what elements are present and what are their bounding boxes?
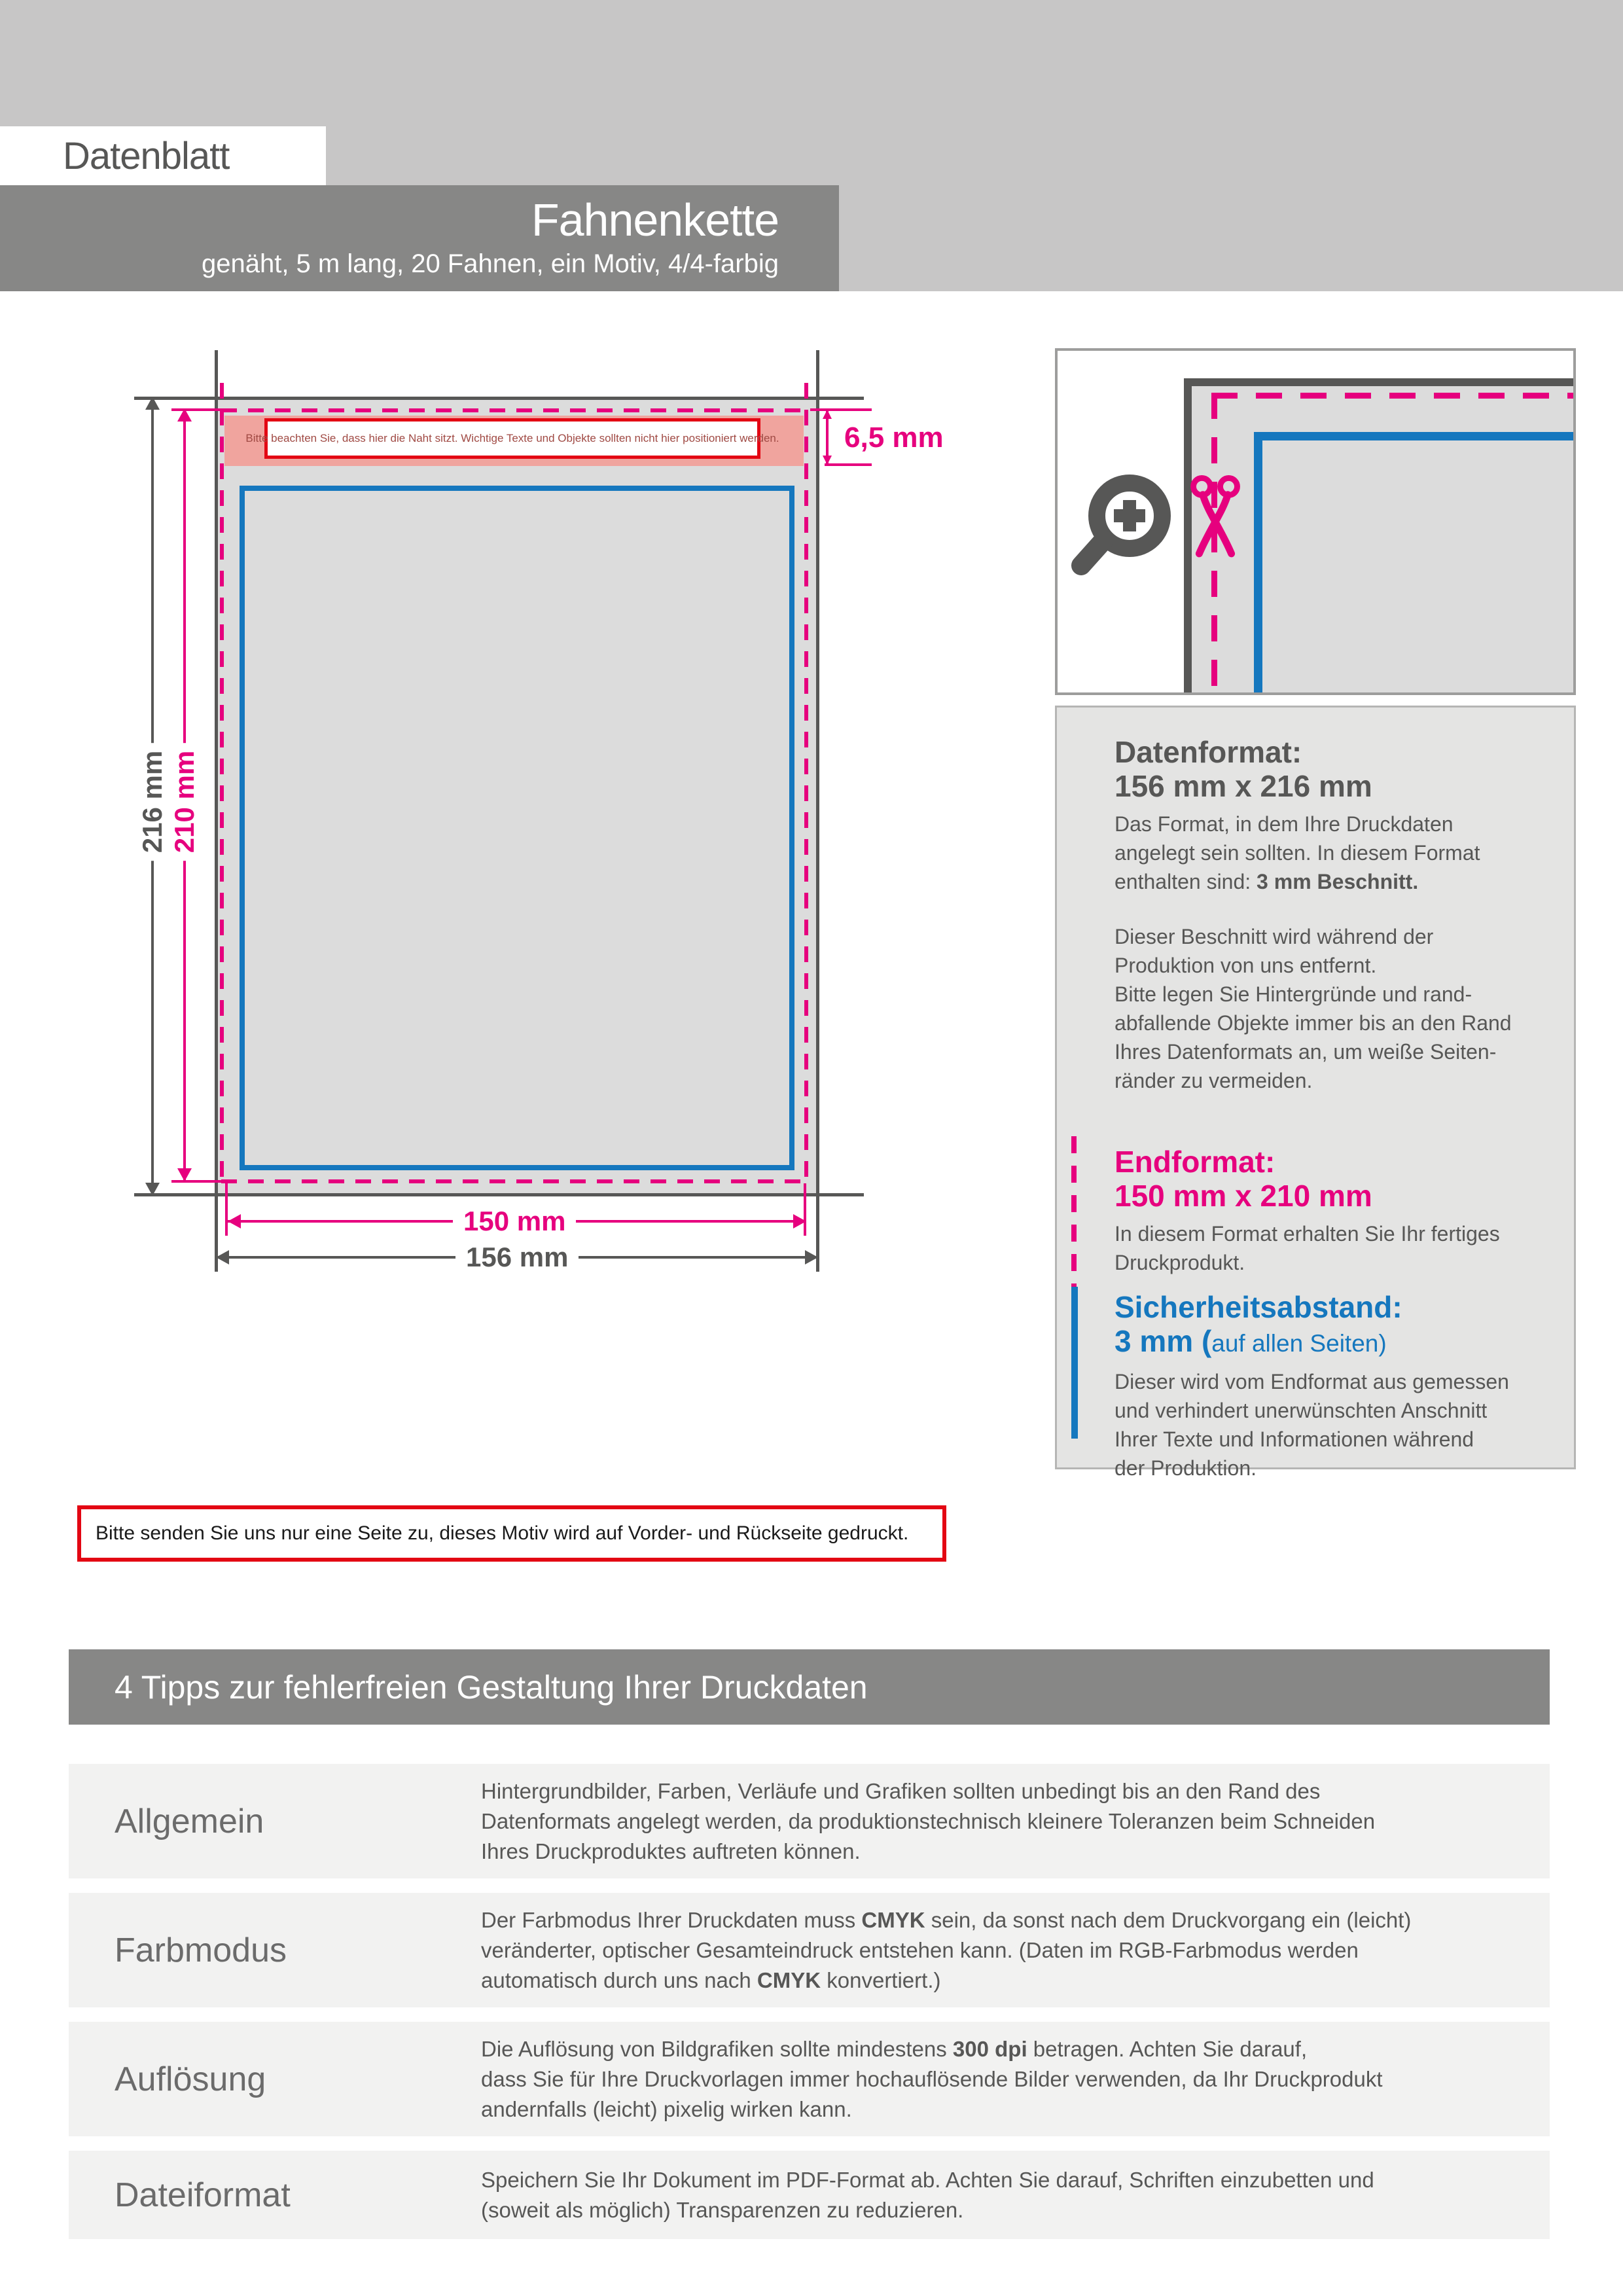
safety-value: 3 mm (auf allen Seiten)	[1115, 1324, 1387, 1358]
safety-accent-blue-line	[1071, 1287, 1078, 1439]
dim-arrow	[177, 1168, 192, 1181]
product-title: Fahnenkette	[531, 194, 779, 245]
tip-row-dateiformat	[69, 2151, 1550, 2239]
doc-label-box	[0, 126, 326, 185]
zoom-crop-mark-top	[1184, 378, 1573, 386]
tip-row-aufloesung	[69, 2022, 1550, 2136]
datenformat-block	[1115, 735, 1546, 1095]
product-title-bar	[0, 185, 839, 291]
datenformat-body-2: Dieser Beschnitt wird während der Produktion von uns entfernt. Bitte legen Sie Hintergründe und rand- abfallende Objekte immer bis an den Rand Ihres Datenformats an, um weiße Seiten- ränder zu vermeiden.	[1115, 925, 1512, 1092]
seam-dim-tick-top	[810, 408, 872, 411]
zoom-safety-line-left	[1254, 432, 1262, 692]
seam-warning-text: Bitte beachten Sie, dass hier die Naht sitzt. Wichtige Texte und Objekte sollten nicht hier positioniert werden.	[245, 432, 779, 444]
safety-margin-rect	[240, 486, 794, 1170]
dim-label-216: 216 mm	[135, 743, 169, 861]
tip-label: Auflösung	[115, 2060, 266, 2098]
dim-arrow	[216, 1250, 229, 1265]
zoom-endformat-dashed-top	[1211, 393, 1573, 399]
dim-arrow	[228, 1214, 241, 1229]
tips-title: 4 Tipps zur fehlerfreien Gestaltung Ihrer Druckdaten	[115, 1668, 868, 1706]
tip-label: Farbmodus	[115, 1931, 287, 1969]
zoom-detail-box	[1055, 348, 1576, 695]
dim-arrow	[823, 410, 832, 419]
dim-arrow	[805, 1250, 818, 1265]
endformat-size: 150 mm x 210 mm	[1115, 1179, 1372, 1213]
tip-body: Die Auflösung von Bildgrafiken sollte mindestens 300 dpi betragen. Achten Sie darauf, dass Sie für Ihre Druckvorlagen immer hochauflösende Bilder verwenden, da Ihr Druckprodukt andernfalls (leicht) pixelig wirken kann.	[481, 2036, 1383, 2121]
crop-mark-vertical-right	[816, 350, 819, 1272]
dim-label-210: 210 mm	[168, 743, 202, 861]
endformat-dashed-top	[221, 408, 807, 412]
crop-mark-horizontal-top	[134, 397, 864, 400]
dim-label-150: 150 mm	[453, 1204, 576, 1238]
seam-warning-box	[245, 418, 779, 459]
endformat-block	[1115, 1145, 1546, 1277]
zoom-safety-line-top	[1254, 432, 1573, 440]
zoom-flag-fill	[1188, 384, 1573, 692]
dim-label-156: 156 mm	[455, 1240, 579, 1274]
dim-arrow	[793, 1214, 806, 1229]
datenformat-size: 156 mm x 216 mm	[1115, 769, 1372, 803]
dim-ext-top	[171, 408, 226, 411]
tip-row-allgemein	[69, 1764, 1550, 1878]
magnifier-plus-icon	[1068, 465, 1186, 637]
endformat-accent-dashed-line	[1071, 1136, 1077, 1300]
tip-body: Speichern Sie Ihr Dokument im PDF-Format ab. Achten Sie darauf, Schriften einzubetten und (soweit als möglich) Transparenzen zu reduzieren.	[481, 2167, 1374, 2222]
tip-label: Allgemein	[115, 1802, 264, 1840]
endformat-body: In diesem Format erhalten Sie Ihr fertiges Druckprodukt.	[1115, 1222, 1500, 1274]
safety-heading: Sicherheitsabstand:	[1115, 1290, 1402, 1324]
safety-body: Dieser wird vom Endformat aus gemessen und verhindert unerwünschten Anschnitt Ihrer Texte und Informationen während der Produktion.	[1115, 1370, 1509, 1480]
tip-label: Dateiformat	[115, 2176, 291, 2214]
endformat-heading: Endformat:	[1115, 1145, 1275, 1179]
tips-header-bar	[69, 1649, 1550, 1725]
tip-body: Der Farbmodus Ihrer Druckdaten muss CMYK sein, da sonst nach dem Druckvorgang ein (leicht) veränderter, optischer Gesamteindruck entstehen kann. (Daten im RGB-Farbmodus werden automatisch durch uns nach CMYK konvertiert.)	[481, 1907, 1412, 1992]
endformat-dashed-bottom	[221, 1179, 807, 1183]
print-note-box	[77, 1505, 946, 1562]
tip-body: Hintergrundbilder, Farben, Verläufe und Grafiken sollten unbedingt bis an den Rand des Datenformats angelegt werden, da produktionstechnisch kleinere Toleranzen beim Schneiden Ihres Druckproduktes auftreten können.	[481, 1778, 1376, 1863]
endformat-dashed-right	[804, 383, 808, 1183]
safety-block	[1115, 1290, 1546, 1482]
dim-label-6-5: 6,5 mm	[844, 422, 944, 454]
dim-arrow	[145, 1183, 160, 1196]
dim-arrow	[145, 397, 160, 410]
tip-row-farbmodus	[69, 1893, 1550, 2007]
dim-arrow	[823, 456, 832, 465]
datenformat-body-1: Das Format, in dem Ihre Druckdaten angelegt sein sollten. In diesem Format enthalten sind: 3 mm Beschnitt.	[1115, 812, 1480, 893]
scissors-icon	[1188, 474, 1242, 565]
endformat-dashed-left	[220, 383, 224, 1183]
product-subtitle: genäht, 5 m lang, 20 Fahnen, ein Motiv, 4/4-farbig	[201, 249, 779, 278]
dim-ext-bottom	[171, 1180, 226, 1183]
crop-mark-horizontal-bottom	[134, 1193, 864, 1196]
doc-label: Datenblatt	[63, 134, 230, 177]
datenformat-heading: Datenformat:	[1115, 735, 1302, 769]
crop-mark-vertical-left	[215, 350, 218, 1272]
print-note-text: Bitte senden Sie uns nur eine Seite zu, dieses Motiv wird auf Vorder- und Rückseite gedruckt.	[96, 1522, 909, 1544]
info-panel	[1055, 706, 1576, 1480]
